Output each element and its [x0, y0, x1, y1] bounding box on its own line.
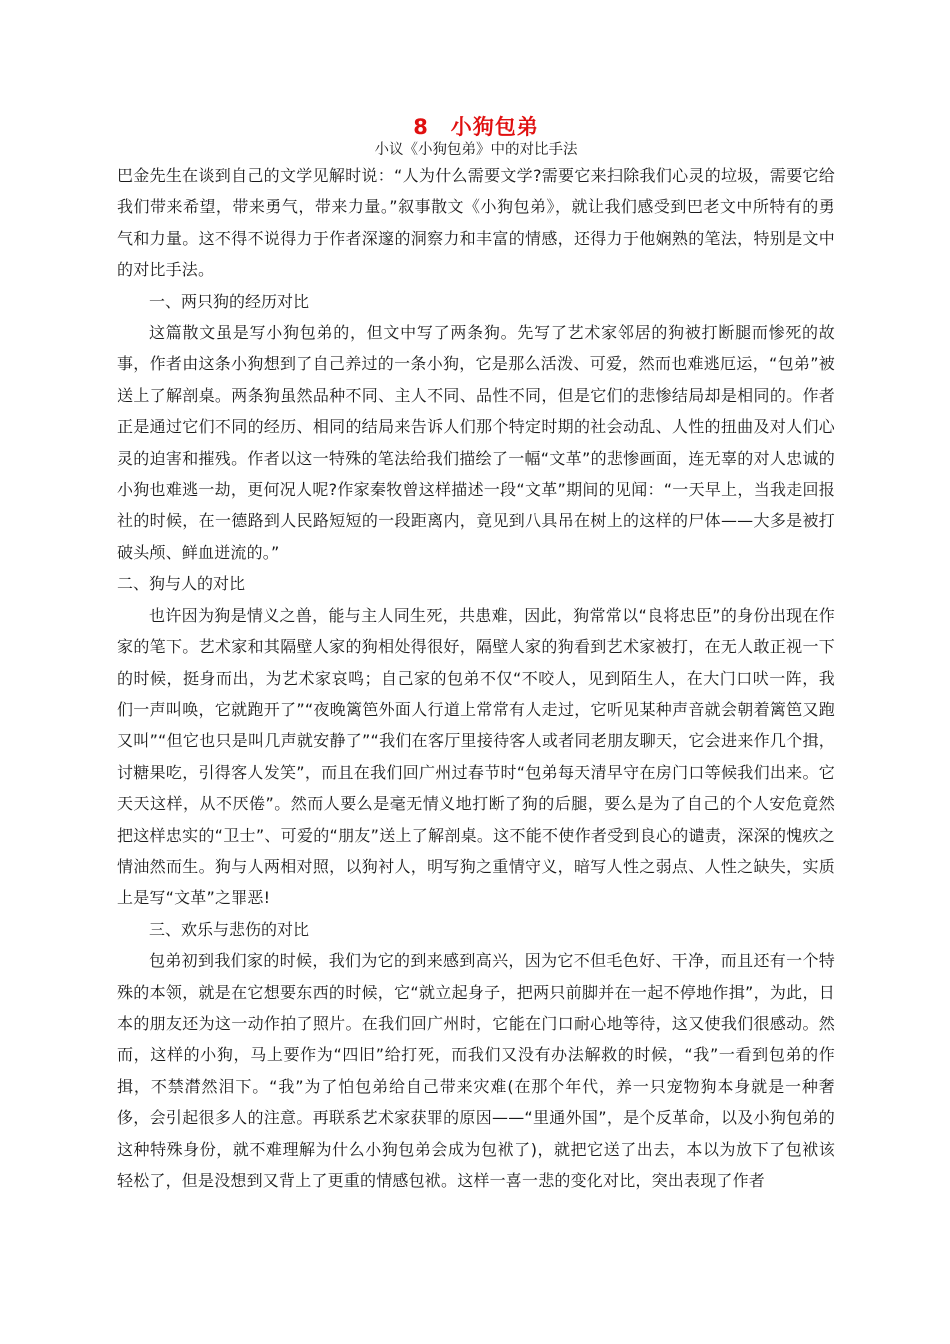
- section-2-paragraph: 也许因为狗是情义之兽，能与主人同生死，共患难，因此，狗常常以“良将忠臣”的身份出现在作家的笔下。艺术家和其隔壁人家的狗相处得很好，隔壁人家的狗看到艺术家被打，在无人敢正视一下的时候，挺身而出，为艺术家哀鸣；自己家的包弟不仅“不咬人，见到陌生人，在大门口吠一阵，我们一声叫唤，它就跑开了”“夜晚篱笆外面人行道上常常有人走过，它听见某种声音就会朝着篱笆又跑又叫”“但它也只是叫几声就安静了”“我们在客厅里接待客人或者同老朋友聊天，它会进来作几个揖，讨糖果吃，引得客人发笑”，而且在我们回广州过春节时“包弟每天清早守在房门口等候我们出来。它天天这样，从不厌倦”。然而人要么是毫无情义地打断了狗的后腿，要么是为了自己的个人安危竟然把这样忠实的“卫士”、可爱的“朋友”送上了解剖桌。这不能不使作者受到良心的谴责，深深的愧疚之情油然而生。狗与人两相对照，以狗衬人，明写狗之重情守义，暗写人性之弱点、人性之缺失，实质上是写“文革”之罪恶!: [117, 605, 835, 908]
- section-1-paragraph: 这篇散文虽是写小狗包弟的，但文中写了两条狗。先写了艺术家邻居的狗被打断腿而惨死的故事，作者由这条小狗想到了自己养过的一条小狗，它是那么活泼、可爱，然而也难逃厄运，“包弟”被送上了解剖桌。两条狗虽然品种不同、主人不同、品性不同，但是它们的悲惨结局却是相同的。作者正是通过它们不同的经历、相同的结局来告诉人们那个特定时期的社会动乱、人性的扭曲及对人们心灵的迫害和摧残。作者以这一特殊的笔法给我们描绘了一幅“文革”的悲惨画面，连无辜的对人忠诚的小狗也难逃一劫，更何况人呢?作家秦牧曾这样描述一段“文革”期间的见闻：“一天早上，当我走回报社的时候，在一德路到人民路短短的一段距离内，竟见到八具吊在树上的这样的尸体——大多是被打破头颅、鲜血迸流的。”: [117, 323, 835, 562]
- document-subtitle: 小议《小狗包弟》中的对比手法: [374, 142, 578, 158]
- document-title: 8 小狗包弟: [413, 115, 539, 139]
- section-1-heading: 一、两只狗的经历对比: [149, 291, 310, 311]
- section-2-heading: 二、狗与人的对比: [117, 574, 246, 594]
- section-3-paragraph: 包弟初到我们家的时候，我们为它的到来感到高兴，因为它不但毛色好、干净，而且还有一个特殊的本领，就是在它想要东西的时候，它“就立起身子，把两只前脚并在一起不停地作揖”，为此，日本的朋友还为这一动作拍了照片。在我们回广州时，它能在门口耐心地等待，这又使我们很感动。然而，这样的小狗，马上要作为“四旧”给打死，而我们又没有办法解救的时候，“我”一看到包弟的作揖，不禁潸然泪下。“我”为了怕包弟给自己带来灾难(在那个年代，养一只宠物狗本身就是一种奢侈，会引起很多人的注意。再联系艺术家获罪的原因——“里通外国”，是个反革命，以及小狗包弟的这种特殊身份，就不难理解为什么小狗包弟会成为包袱了)，就把它送了出去，本以为放下了包袱该轻松了，但是没想到又背上了更重的情感包袱。这样一喜一悲的变化对比，突出表现了作者: [117, 951, 835, 1190]
- document-page: [117, 112, 835, 1196]
- section-3-heading: 三、欢乐与悲伤的对比: [149, 919, 310, 939]
- intro-paragraph: 巴金先生在谈到自己的文学见解时说：“人为什么需要文学?需要它来扫除我们心灵的垃圾，需要它给我们带来希望，带来勇气，带来力量。”叙事散文《小狗包弟》，就让我们感受到巴老文中所特有的勇气和力量。这不得不说得力于作者深邃的洞察力和丰富的情感，还得力于他娴熟的笔法，特别是文中的对比手法。: [117, 166, 835, 280]
